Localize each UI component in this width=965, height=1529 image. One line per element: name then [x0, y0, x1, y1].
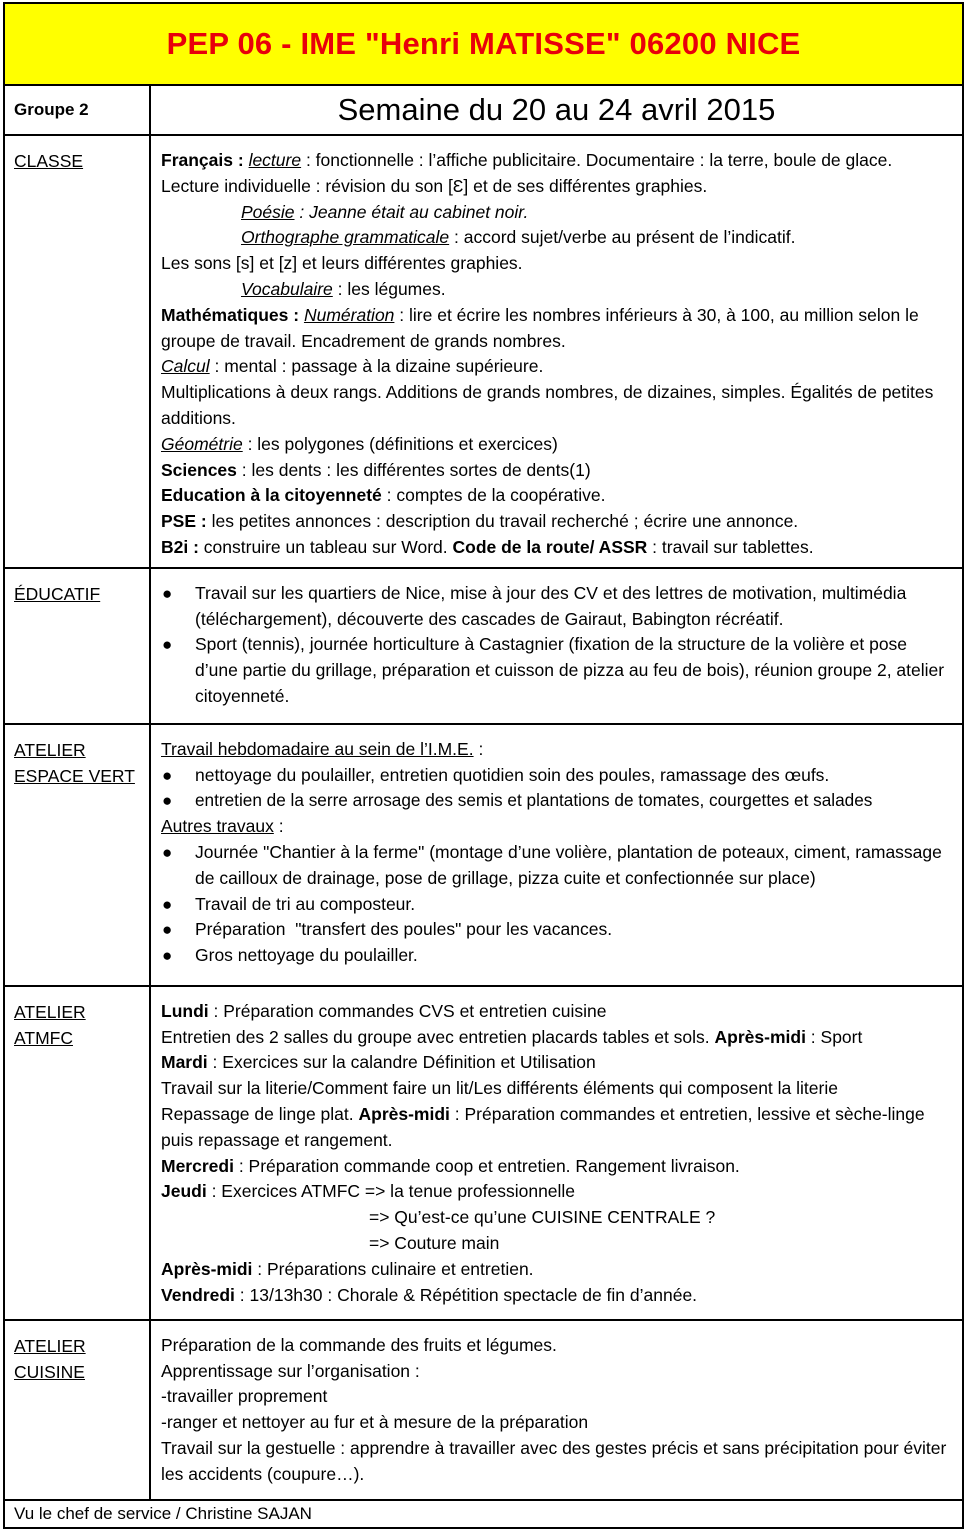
week-title: Semaine du 20 au 24 avril 2015 [150, 85, 963, 135]
sciences-text: : les dents : les différentes sortes de dents(1) [236, 459, 591, 480]
math-line [161, 303, 952, 355]
educatif-item-text: Travail sur les quartiers de Nice, mise à jour des CV et des lettres de motivation, multimédia (téléchargement), découverte des cascades de Gairaut, Babington récréatif. [195, 582, 907, 629]
mercredi-text: : Préparation commande coop et entretien. Rangement livraison. [233, 1155, 740, 1176]
list-item [161, 943, 952, 969]
lecture-text: : fonctionnelle : l’affiche publicitaire. Documentaire : la terre, boule de glace. Lecture individuelle : révision du son [Ɛ] et de ses différentes graphies. [161, 150, 893, 196]
espace-vert-list [161, 763, 952, 815]
citoyen-text: : comptes de la coopérative. [381, 485, 606, 506]
b2i-line [161, 535, 952, 561]
espace-vert-heading [161, 737, 952, 763]
mercredi-label: Mercredi [161, 1155, 234, 1176]
cuisine-line: -travailler proprement [161, 1386, 328, 1407]
ortho-text: : accord sujet/verbe au présent de l’indicatif. [449, 227, 796, 248]
section-atmfc [4, 986, 963, 1320]
section-label-classe [4, 135, 150, 568]
heading-suffix: : [473, 738, 484, 759]
atmfc-label-2: ATMFC [14, 1027, 73, 1048]
citoyen-label: Education à la citoyenneté [161, 485, 382, 506]
jeudi-line-3: => Couture main [369, 1232, 500, 1253]
apresmidi-text: : Préparation commandes et entretien, lessive et sèche-linge puis repassage et rangement. [161, 1103, 925, 1150]
calcul-label: Calcul [161, 356, 210, 377]
apresmidi-label: Après-midi [358, 1103, 450, 1124]
title-banner [4, 3, 963, 85]
list-item [161, 763, 952, 789]
autres-item-text: Travail de tri au composteur. [195, 893, 416, 914]
bullet-icon: ● [162, 946, 173, 966]
apresmidi-label: Après-midi [714, 1026, 806, 1047]
bullet-icon: ● [162, 765, 173, 785]
list-item [161, 917, 952, 943]
calcul-line [161, 354, 952, 380]
cuisine-content [150, 1320, 963, 1500]
classe-content [150, 135, 963, 568]
section-label-espace-vert [4, 724, 150, 986]
pse-line [161, 509, 952, 535]
jeudi-line-2: => Qu’est-ce qu’une CUISINE CENTRALE ? [369, 1207, 716, 1228]
numeration-label: Numération [303, 304, 395, 325]
sons-line: Les sons [s] et [z] et leurs différentes graphies. [161, 253, 523, 274]
bullet-icon: ● [162, 583, 173, 603]
educatif-content [150, 568, 963, 724]
ortho-line [161, 225, 952, 251]
bullet-icon: ● [162, 635, 173, 655]
apresmidi-line [161, 1257, 952, 1283]
cuisine-line: Travail sur la gestuelle : apprendre à travailler avec des gestes précis et sans précipitation pour éviter les accidents (coupure…). [161, 1437, 947, 1484]
jeudi-line [161, 1179, 952, 1205]
geometrie-line [161, 432, 952, 458]
autres-label: Autres travaux [161, 816, 274, 837]
poesie-line [161, 200, 952, 226]
list-item [161, 840, 952, 892]
vendredi-line [161, 1283, 952, 1309]
citoyen-line [161, 483, 952, 509]
route-label: Code de la route/ ASSR [452, 536, 648, 557]
section-espace-vert [4, 724, 963, 986]
multi-line: Multiplications à deux rangs. Additions de grands nombres, de dizaines, simples. Égalités de petites additions. [161, 382, 934, 428]
autres-list [161, 840, 952, 969]
espace-vert-content [150, 724, 963, 986]
educatif-item-text: Sport (tennis), journée horticulture à Castagnier (fixation de la structure de la volière et pose d’une partie du grillage, préparation et cuisson de pizza au feu de bois), réunion groupe 2, atelier citoyenneté. [195, 634, 945, 706]
autres-heading [161, 814, 952, 840]
apresmidi-text: : Préparations culinaire et entretien. [252, 1258, 534, 1279]
route-text: : travail sur tablettes. [647, 536, 814, 557]
b2i-text: construire un tableau sur Word. [198, 536, 453, 557]
vocab-text: : les légumes. [332, 278, 446, 299]
mardi-line [161, 1050, 952, 1076]
b2i-label: B2i : [161, 536, 199, 557]
cuisine-line: -ranger et nettoyer au fur et à mesure de la préparation [161, 1412, 589, 1433]
mercredi-line [161, 1154, 952, 1180]
calcul-text: : mental : passage à la dizaine supérieure. [209, 356, 544, 377]
pse-label: PSE : [161, 511, 207, 532]
bullet-icon: ● [162, 894, 173, 914]
francais-line [161, 148, 952, 200]
atmfc-content [150, 986, 963, 1320]
poesie-text: : Jeanne était au cabinet noir. [294, 201, 529, 222]
list-item [161, 892, 952, 918]
cuisine-line: Apprentissage sur l’organisation : [161, 1360, 420, 1381]
apresmidi-text: : Sport [805, 1026, 863, 1047]
week-row [4, 85, 963, 135]
espace-vert-item-text: entretien de la serre arrosage des semis et plantations de tomates, courgettes et salades [195, 790, 873, 811]
autres-suffix: : [273, 816, 284, 837]
jeudi-label: Jeudi [161, 1181, 207, 1202]
group-label: Groupe 2 [4, 85, 150, 135]
poesie-label: Poésie [241, 201, 295, 222]
espace-vert-heading-text: Travail hebdomadaire au sein de l’I.M.E. [161, 738, 474, 759]
numeration-text: : lire et écrire les nombres inférieurs à 30, à 100, au million selon le groupe de travail. Encadrement de grands nombres. [161, 304, 919, 351]
document-title: PEP 06 - IME "Henri MATISSE" 06200 NICE [166, 26, 801, 61]
section-label-atmfc [4, 986, 150, 1320]
sciences-label: Sciences [161, 459, 237, 480]
bullet-icon: ● [162, 842, 173, 862]
lundi-text: : Préparation commandes CVS et entretien cuisine [208, 1000, 607, 1021]
math-label: Mathématiques : [161, 304, 300, 325]
bullet-icon: ● [162, 791, 173, 811]
signature-line: Vu le chef de service / Christine SAJAN [4, 1500, 963, 1528]
section-classe [4, 135, 963, 568]
autres-item-text: Gros nettoyage du poulailler. [195, 945, 418, 966]
autres-item-text: Préparation "transfert des poules" pour les vacances. [195, 919, 613, 940]
francais-label: Français : [161, 150, 244, 170]
vocab-label: Vocabulaire [241, 278, 333, 299]
footer-row [4, 1500, 963, 1528]
weekly-report-table [3, 2, 964, 1529]
classe-label: CLASSE [14, 151, 84, 171]
list-item [161, 788, 952, 814]
espace-vert-item-text: nettoyage du poulailler, entretien quotidien soin des poules, ramassage des œufs. [195, 764, 830, 785]
cuisine-label-2: CUISINE [14, 1361, 85, 1382]
lundi-label: Lundi [161, 1000, 209, 1021]
geometrie-label: Géométrie [161, 433, 243, 454]
espace-vert-label-1: ATELIER [14, 739, 86, 760]
cuisine-label-1: ATELIER [14, 1335, 86, 1356]
mardi-text: : Exercices sur la calandre Définition et Utilisation [207, 1052, 596, 1073]
lundi-line [161, 999, 952, 1025]
autres-item-text: Journée "Chantier à la ferme" (montage d’une volière, plantation de poteaux, ciment, ramassage de cailloux de drainage, pose de grillage, pizza cuite et confectionnée sur place) [195, 841, 942, 888]
atmfc-label-1: ATELIER [14, 1001, 86, 1022]
vocab-line [161, 277, 952, 303]
educatif-label: ÉDUCATIF [14, 583, 101, 604]
entretien-text: Entretien des 2 salles du groupe avec entretien placards tables et sols. [161, 1026, 715, 1047]
bullet-icon: ● [162, 920, 173, 940]
section-cuisine [4, 1320, 963, 1500]
vendredi-text: : 13/13h30 : Chorale & Répétition spectacle de fin d’année. [234, 1284, 698, 1305]
section-label-cuisine [4, 1320, 150, 1500]
educatif-list [161, 581, 952, 710]
espace-vert-label-2: ESPACE VERT [14, 765, 135, 786]
vendredi-label: Vendredi [161, 1284, 235, 1305]
entretien-line [161, 1025, 952, 1051]
pse-text: les petites annonces : description du travail recherché ; écrire une annonce. [206, 511, 799, 532]
list-item [161, 581, 952, 633]
section-label-educatif [4, 568, 150, 724]
repassage-line [161, 1102, 952, 1154]
cuisine-line: Préparation de la commande des fruits et légumes. [161, 1334, 557, 1355]
sciences-line [161, 458, 952, 484]
apresmidi-label: Après-midi [161, 1258, 253, 1279]
title-row [4, 3, 963, 85]
literie-line: Travail sur la literie/Comment faire un lit/Les différents éléments qui composent la literie [161, 1078, 838, 1099]
mardi-label: Mardi [161, 1052, 208, 1073]
section-educatif [4, 568, 963, 724]
lecture-label: lecture [248, 150, 302, 170]
geometrie-text: : les polygones (définitions et exercices) [242, 433, 558, 454]
jeudi-text: : Exercices ATMFC => la tenue professionnelle [206, 1181, 576, 1202]
list-item [161, 632, 952, 709]
ortho-label: Orthographe grammaticale [241, 227, 450, 248]
repassage-text: Repassage de linge plat. [161, 1103, 359, 1124]
